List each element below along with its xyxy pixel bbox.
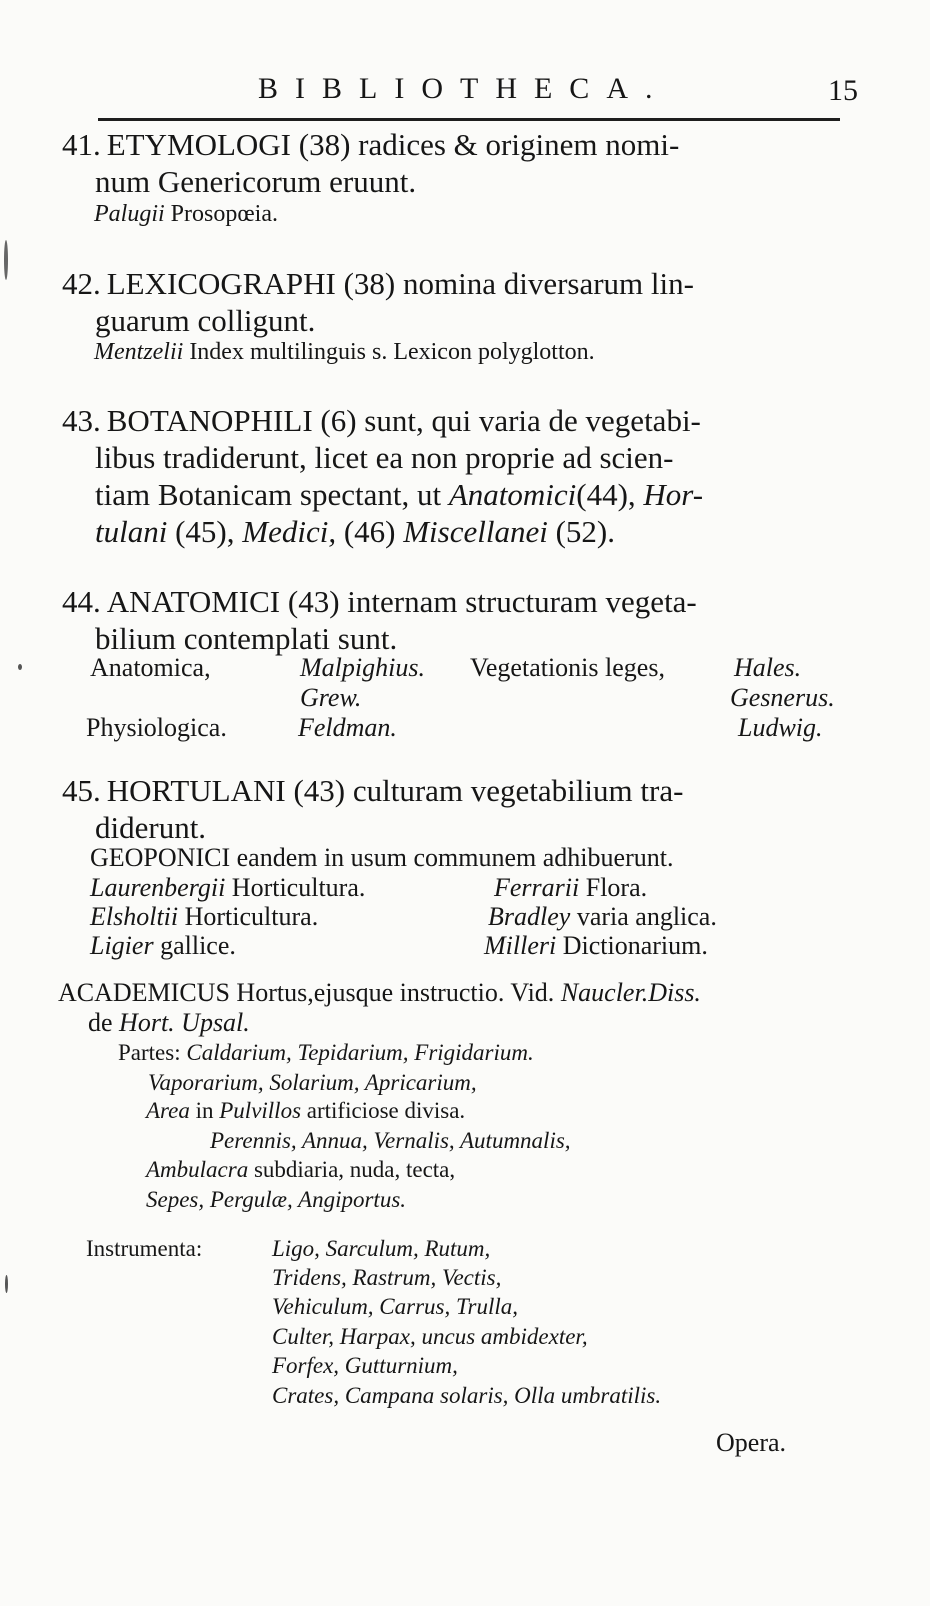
instrumenta-items: Ligo, Sarculum, Rutum, [272,1236,491,1261]
source-work: Dictionarium. [562,931,708,960]
entry-heading: LEXICOGRAPHI [106,266,336,301]
sub-heading: GEOPONICI [90,843,231,872]
cross-ref: (46) [343,514,396,549]
header-rule [98,118,840,121]
text: in [195,1098,214,1123]
running-head: BIBLIOTHECA. [258,72,670,105]
entry-43 [62,402,842,550]
cross-ref-name: Miscellanei [403,514,548,549]
source-author: Milleri [484,931,557,960]
source-author: Bradley [488,902,571,931]
source-author: Elsholtii [90,902,179,931]
entry-text-cont: num Genericorum eruunt. [95,164,417,199]
table-cell: Gesnerus. [730,683,835,712]
academicus-entry [58,978,701,1008]
entry-ref: (6) [320,403,357,438]
entry-text: radices & originem nomi- [358,127,680,162]
source-work: Horticultura. [231,873,366,902]
citation: Hort. Upsal. [119,1008,250,1037]
cross-ref-name: Anatomici [448,477,577,512]
source-work: Prosopœia. [170,201,279,227]
partes-items: Vaporarium, Solarium, Apricarium, [148,1070,477,1095]
text: tiam Botanicam spectant, ut [95,477,442,512]
entry-text-cont: diderunt. [95,810,207,845]
source-author: Palugii [94,201,165,227]
source-author: Ligier [90,931,154,960]
source-author: Mentzelii [94,339,184,365]
entry-number: 41. [62,127,101,162]
entry-42 [62,265,842,339]
source-line [494,873,647,903]
entry-42-source [94,339,595,366]
text: subdiaria, nuda, tecta, [253,1157,456,1182]
source-work: Index multilinguis s. Lexicon polyglotton. [189,339,595,365]
source-line [90,931,236,961]
table-cell: Physiologica. [86,713,227,742]
entry-text-cont [62,513,842,550]
entry-ref: (43) [293,773,346,808]
table-cell: Feldman. [298,713,397,742]
source-work: Horticultura. [184,902,319,931]
source-work: Flora. [585,873,648,902]
entry-number: 44. [62,584,101,619]
sub-text: Hortus,ejusque instructio. Vid. [236,978,555,1007]
entry-heading: BOTANOPHILI [106,403,313,438]
entry-heading: ETYMOLOGI [106,127,291,162]
cross-ref: (52). [555,514,616,549]
source-line [90,902,318,932]
citation-cont [88,1008,250,1038]
entry-number: 43. [62,403,101,438]
cross-ref: (45), [175,514,235,549]
catchword: Opera. [716,1428,787,1457]
source-work: gallice. [160,931,236,960]
source-work: varia anglica. [576,902,717,931]
instrumenta-items: Forfex, Gutturnium, [272,1353,458,1378]
source-author: Ferrarii [494,873,580,902]
citation: Naucler.Diss. [560,978,701,1007]
instrumenta-label: Instrumenta: [86,1236,203,1261]
sub-text: eandem in usum communem adhibuerunt. [236,843,674,872]
text: artificiose divisa. [306,1098,466,1123]
entry-heading: ANATOMICI [106,584,281,619]
text: de [88,1008,113,1037]
term: Area [146,1098,190,1123]
source-line [484,931,708,961]
scan-mark [4,240,8,280]
table-cell: Hales. [734,653,802,682]
instrumenta-items: Tridens, Rastrum, Vectis, [272,1265,502,1290]
term: Ambulacra [146,1157,249,1182]
entry-ref: (43) [287,584,340,619]
partes-line [146,1098,465,1124]
source-author: Laurenbergii [90,873,226,902]
entry-44 [62,583,842,657]
term: Pulvillos [219,1098,302,1123]
entry-text: internam structuram vegeta- [347,584,697,619]
partes-items: Perennis, Annua, Vernalis, Autumnalis, [210,1128,571,1153]
entry-text: nomina diversarum lin- [402,266,694,301]
partes-line [146,1157,455,1183]
cross-ref-name: Medici, [242,514,337,549]
entry-heading: HORTULANI [106,773,286,808]
scan-mark [5,1275,8,1293]
partes-line [118,1040,534,1066]
table-cell: Vegetationis leges, [470,653,665,682]
entry-ref: (38) [343,266,396,301]
instrumenta-items: Culter, Harpax, uncus ambidexter, [272,1324,588,1349]
partes-label: Partes: [118,1040,181,1065]
scan-mark [18,664,22,670]
table-cell: Ludwig. [738,713,823,742]
entry-text-cont [62,476,842,513]
cross-ref: (44), [576,477,636,512]
entry-text: sunt, qui varia de vegetabi- [364,403,701,438]
entry-text-cont: guarum colligunt. [95,303,316,338]
entry-45 [62,772,842,846]
sub-heading: ACADEMICUS [58,978,230,1007]
partes-items: Caldarium, Tepidarium, Frigidarium. [186,1040,534,1065]
sub-entry-geoponici [90,843,673,873]
source-line [90,873,365,903]
table-cell: Anatomica, [90,653,211,682]
entry-text: culturam vegetabilium tra- [352,773,684,808]
entry-text-cont: libus tradiderunt, licet ea non proprie ad scien- [95,440,674,475]
cross-ref-name: Hor- [643,477,704,512]
instrumenta-items: Crates, Campana solaris, Olla umbratilis. [272,1383,662,1408]
entry-41 [62,126,842,200]
table-cell: Grew. [300,683,362,712]
page-number: 15 [828,74,858,107]
entry-number: 45. [62,773,101,808]
source-line [488,902,717,932]
instrumenta-items: Vehiculum, Carrus, Trulla, [272,1294,519,1319]
cross-ref-name: tulani [95,514,168,549]
entry-number: 42. [62,266,101,301]
partes-items: Sepes, Pergulæ, Angiportus. [146,1187,407,1212]
entry-ref: (38) [298,127,351,162]
entry-text-cont: bilium contemplati sunt. [95,621,398,656]
table-cell: Malpighius. [300,653,425,682]
entry-41-source [94,201,278,228]
